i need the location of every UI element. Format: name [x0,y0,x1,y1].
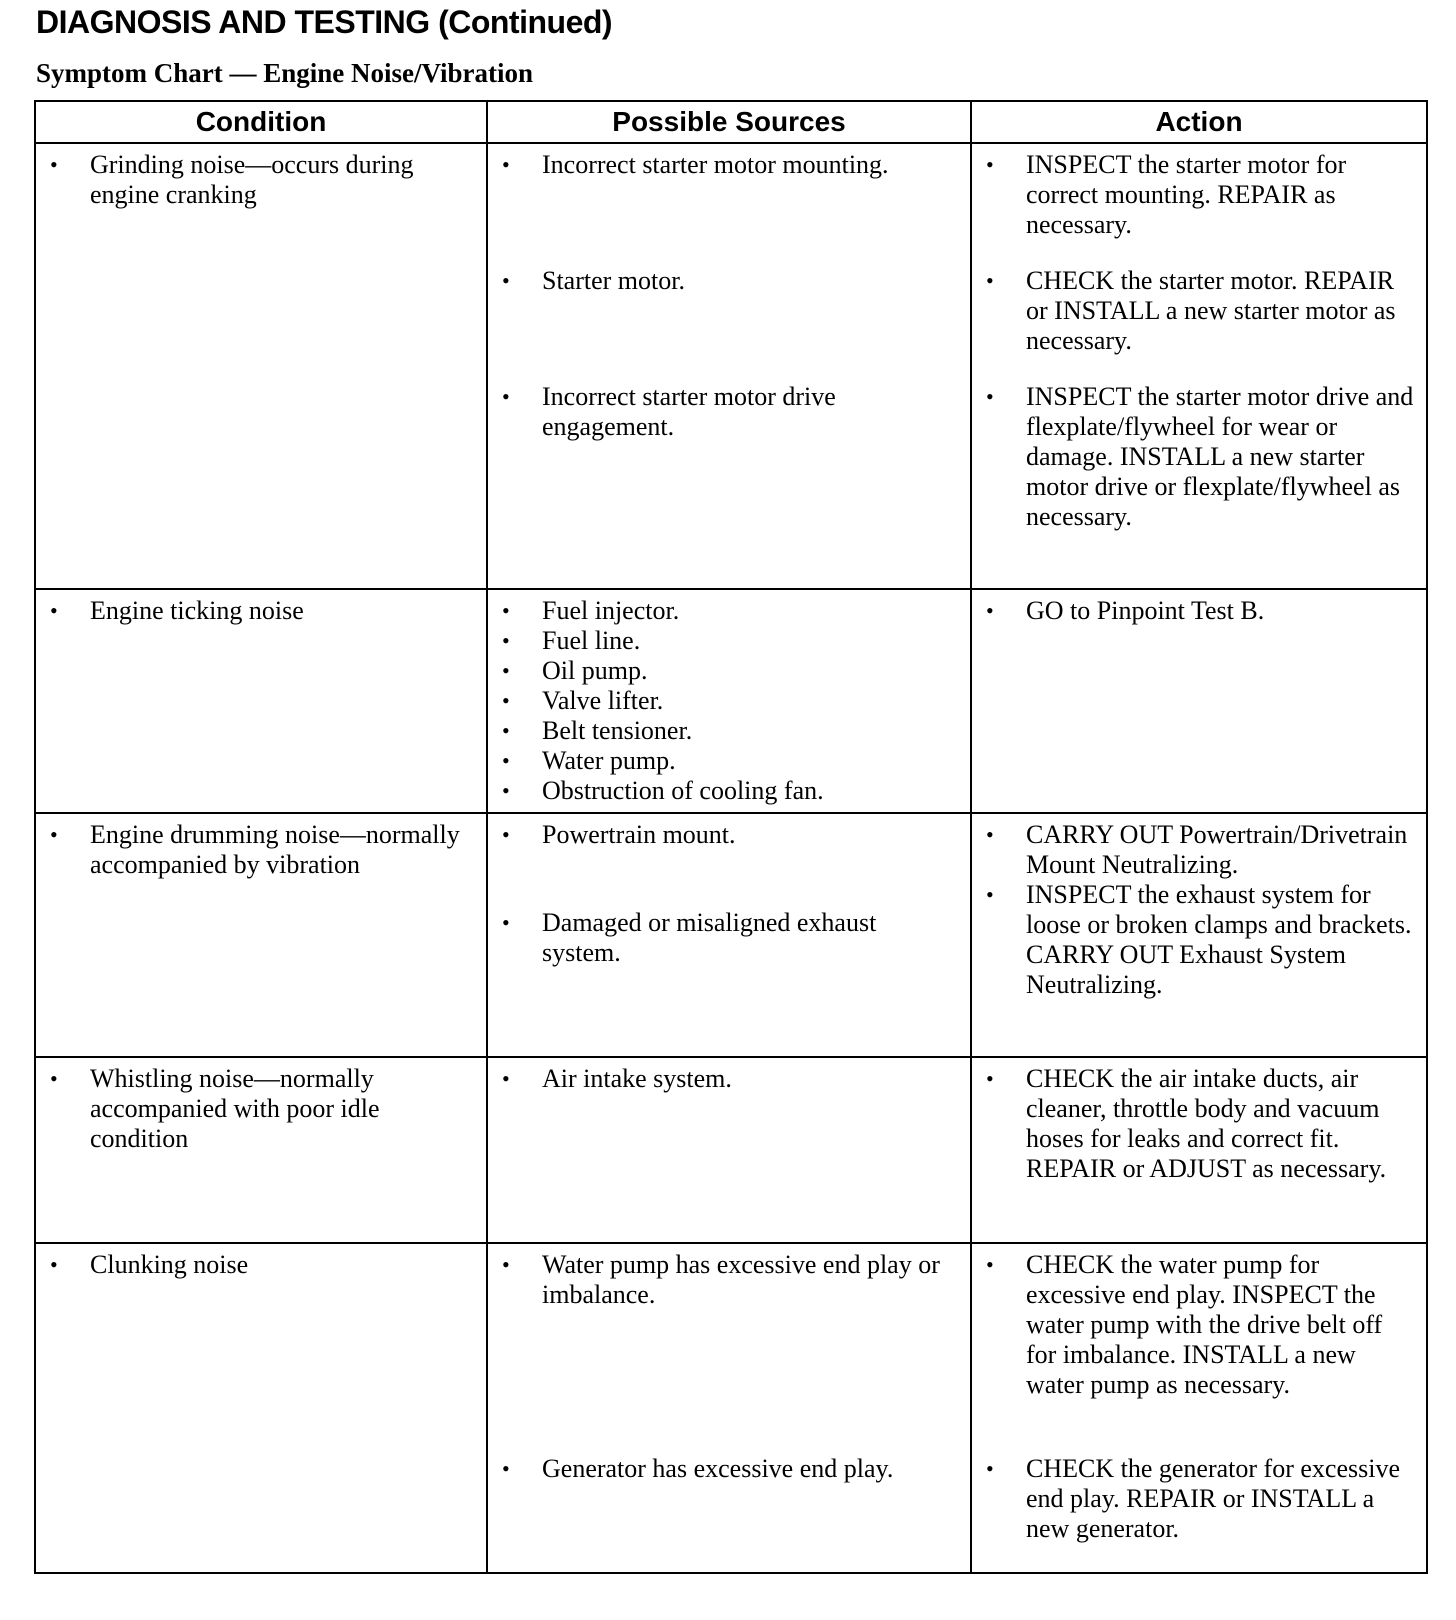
sources-cell [487,1243,971,1573]
sources-cell [487,143,971,589]
action-item: • INSPECT the starter motor for correct mounting. REPAIR as necessary. [986,150,1416,266]
source-item: • Valve lifter. [502,686,960,716]
source-item: • Damaged or misaligned exhaust system. [502,908,960,968]
action-cell [971,813,1427,1057]
source-item: • Incorrect starter motor drive engagement. [502,382,960,442]
condition-cell [35,813,487,1057]
condition-cell [35,589,487,813]
condition-cell [35,1057,487,1243]
sources-cell [487,589,971,813]
action-cell [971,589,1427,813]
column-header-possible-sources: Possible Sources [487,101,971,143]
action-item: • CHECK the air intake ducts, air cleaner, throttle body and vacuum hoses for leaks and correct fit. REPAIR or ADJUST as necessary. [986,1064,1416,1184]
action-cell [971,1243,1427,1573]
table-row [35,1057,1427,1243]
source-item: • Generator has excessive end play. [502,1454,960,1484]
source-item: • Fuel line. [502,626,960,656]
action-item: • CHECK the starter motor. REPAIR or INSTALL a new starter motor as necessary. [986,266,1416,382]
condition-text: • Grinding noise—occurs during engine cranking [50,150,476,210]
action-item: • CHECK the water pump for excessive end play. INSPECT the water pump with the drive belt off for imbalance. INSTALL a new water pump as necessary. [986,1250,1416,1454]
header-row [35,101,1427,143]
table-row [35,813,1427,1057]
source-item: • Air intake system. [502,1064,960,1094]
source-item: • Oil pump. [502,656,960,686]
action-item: • INSPECT the starter motor drive and flexplate/flywheel for wear or damage. INSTALL a new starter motor drive or flexplate/flywheel as necessary. [986,382,1416,532]
source-item: • Incorrect starter motor mounting. [502,150,960,266]
action-cell [971,1057,1427,1243]
condition-cell [35,143,487,589]
source-item: • Obstruction of cooling fan. [502,776,960,806]
condition-cell [35,1243,487,1573]
condition-text: • Engine ticking noise [50,596,476,626]
action-cell [971,143,1427,589]
page-title: DIAGNOSIS AND TESTING (Continued) [36,4,613,40]
sources-cell [487,1057,971,1243]
table-row [35,589,1427,813]
sources-cell [487,813,971,1057]
condition-text: • Whistling noise—normally accompanied with poor idle condition [50,1064,476,1154]
source-item: • Starter motor. [502,266,960,382]
source-item: • Water pump. [502,746,960,776]
column-header-action: Action [971,101,1427,143]
symptom-table [34,100,1428,1574]
action-item: • CARRY OUT Powertrain/Drivetrain Mount Neutralizing. [986,820,1416,880]
condition-text: • Clunking noise [50,1250,476,1280]
action-item: • INSPECT the exhaust system for loose or broken clamps and brackets. CARRY OUT Exhaust System Neutralizing. [986,880,1416,1000]
condition-text: • Engine drumming noise—normally accompanied by vibration [50,820,476,880]
column-header-condition: Condition [35,101,487,143]
source-item: • Powertrain mount. [502,820,960,908]
source-item: • Fuel injector. [502,596,960,626]
source-item: • Belt tensioner. [502,716,960,746]
chart-title: Symptom Chart — Engine Noise/Vibration [36,58,534,88]
table-row [35,1243,1427,1573]
table-row [35,143,1427,589]
action-item: • GO to Pinpoint Test B. [986,596,1416,626]
source-item: • Water pump has excessive end play or imbalance. [502,1250,960,1454]
action-item: • CHECK the generator for excessive end play. REPAIR or INSTALL a new generator. [986,1454,1416,1544]
